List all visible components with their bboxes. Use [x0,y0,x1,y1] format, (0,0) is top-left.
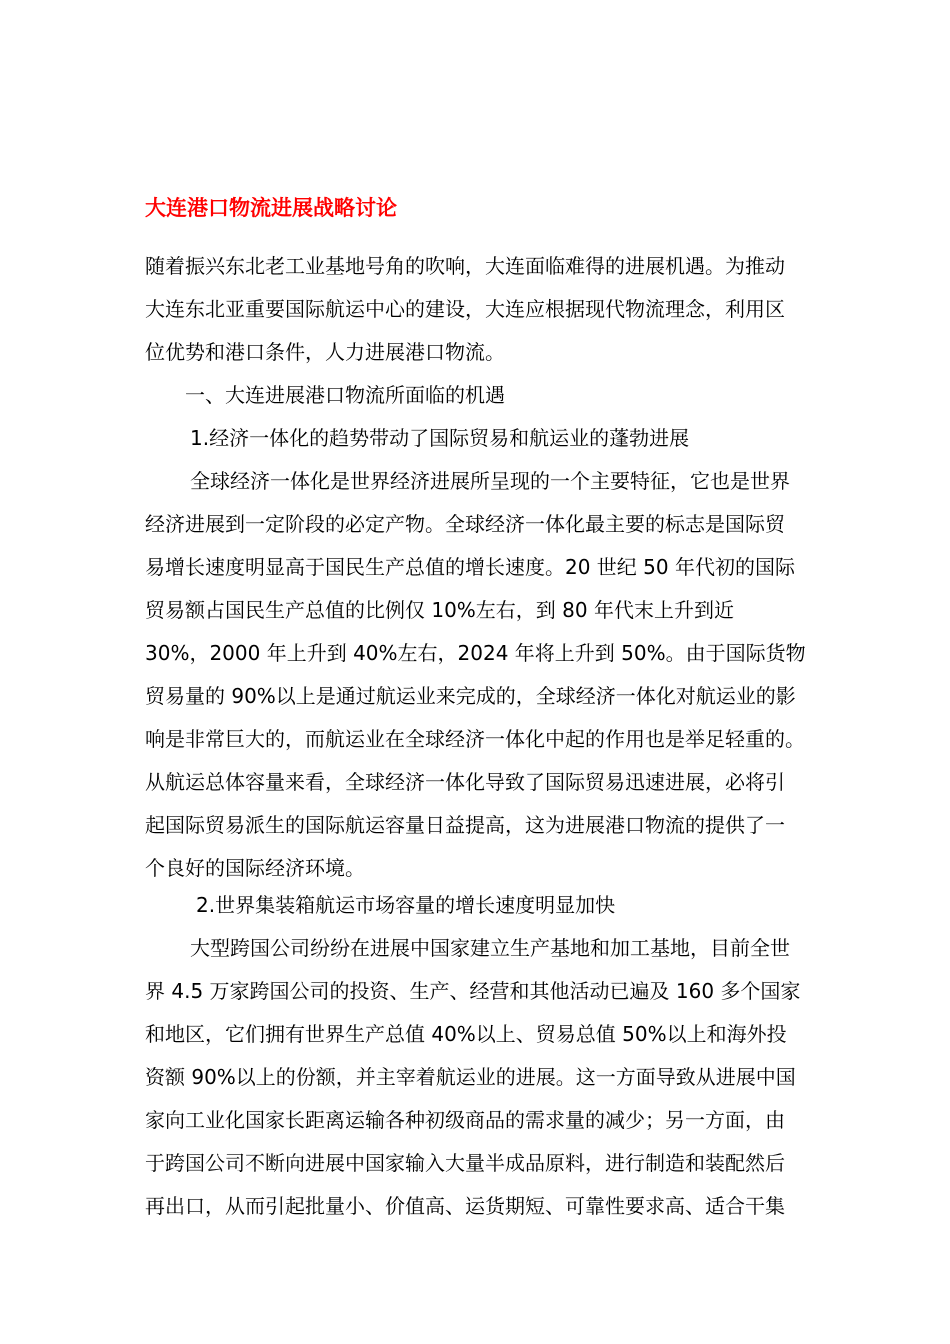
subsection-heading: 1.经济一体化的趋势带动了国际贸易和航运业的蓬勃进展 [190,426,690,450]
paragraph-line: 从航运总体容量来看，全球经济一体化导致了国际贸易迅速进展，必将引 [145,770,785,794]
paragraph-line: 资额 90%以上的份额，并主宰着航运业的进展。这一方面导致从进展中国 [145,1065,796,1089]
paragraph-line: 随着振兴东北老工业基地号角的吹响，大连面临难得的进展机遇。为推动 [145,254,785,278]
paragraph-line: 再出口，从而引起批量小、价值高、运货期短、可靠性要求高、适合干集 [145,1194,785,1218]
section-heading: 一、大连进展港口物流所面临的机遇 [185,383,505,407]
paragraph-line: 个良好的国际经济环境。 [145,856,365,880]
paragraph-line: 贸易量的 90%以上是通过航运业来完成的，全球经济一体化对航运业的影 [145,684,796,708]
paragraph-line: 位优势和港口条件，人力进展港口物流。 [145,340,505,364]
paragraph-line: 大连东北亚重要国际航运中心的建设，大连应根据现代物流理念，利用区 [145,297,785,321]
paragraph-line: 起国际贸易派生的国际航运容量日益提高，这为进展港口物流的提供了一 [145,813,785,837]
paragraph-line: 经济进展到一定阶段的必定产物。全球经济一体化最主要的标志是国际贸 [145,512,785,536]
paragraph-line: 大型跨国公司纷纷在进展中国家建立生产基地和加工基地，目前全世 [190,936,790,960]
paragraph-line: 于跨国公司不断向进展中国家输入大量半成品原料，进行制造和装配然后 [145,1151,785,1175]
subsection-heading: 2.世界集装箱航运市场容量的增长速度明显加快 [196,893,616,917]
paragraph-line: 易增长速度明显高于国民生产总值的增长速度。20 世纪 50 年代初的国际 [145,555,795,579]
paragraph-line: 和地区，它们拥有世界生产总值 40%以上、贸易总值 50%以上和海外投 [145,1022,787,1046]
paragraph-line: 30%，2000 年上升到 40%左右，2024 年将上升到 50%。由于国际货物 [145,641,806,665]
paragraph-line: 家向工业化国家长距离运输各种初级商品的需求量的减少；另一方面，由 [145,1108,785,1132]
paragraph-line: 全球经济一体化是世界经济进展所呈现的一个主要特征，它也是世界 [190,469,790,493]
paragraph-line: 界 4.5 万家跨国公司的投资、生产、经营和其他活动已遍及 160 多个国家 [145,979,801,1003]
paragraph-line: 贸易额占国民生产总值的比例仅 10%左右，到 80 年代末上升到近 [145,598,734,622]
paragraph-line: 响是非常巨大的，而航运业在全球经济一体化中起的作用也是举足轻重的。 [145,727,805,751]
document-title: 大连港口物流进展战略讨论 [145,196,397,220]
